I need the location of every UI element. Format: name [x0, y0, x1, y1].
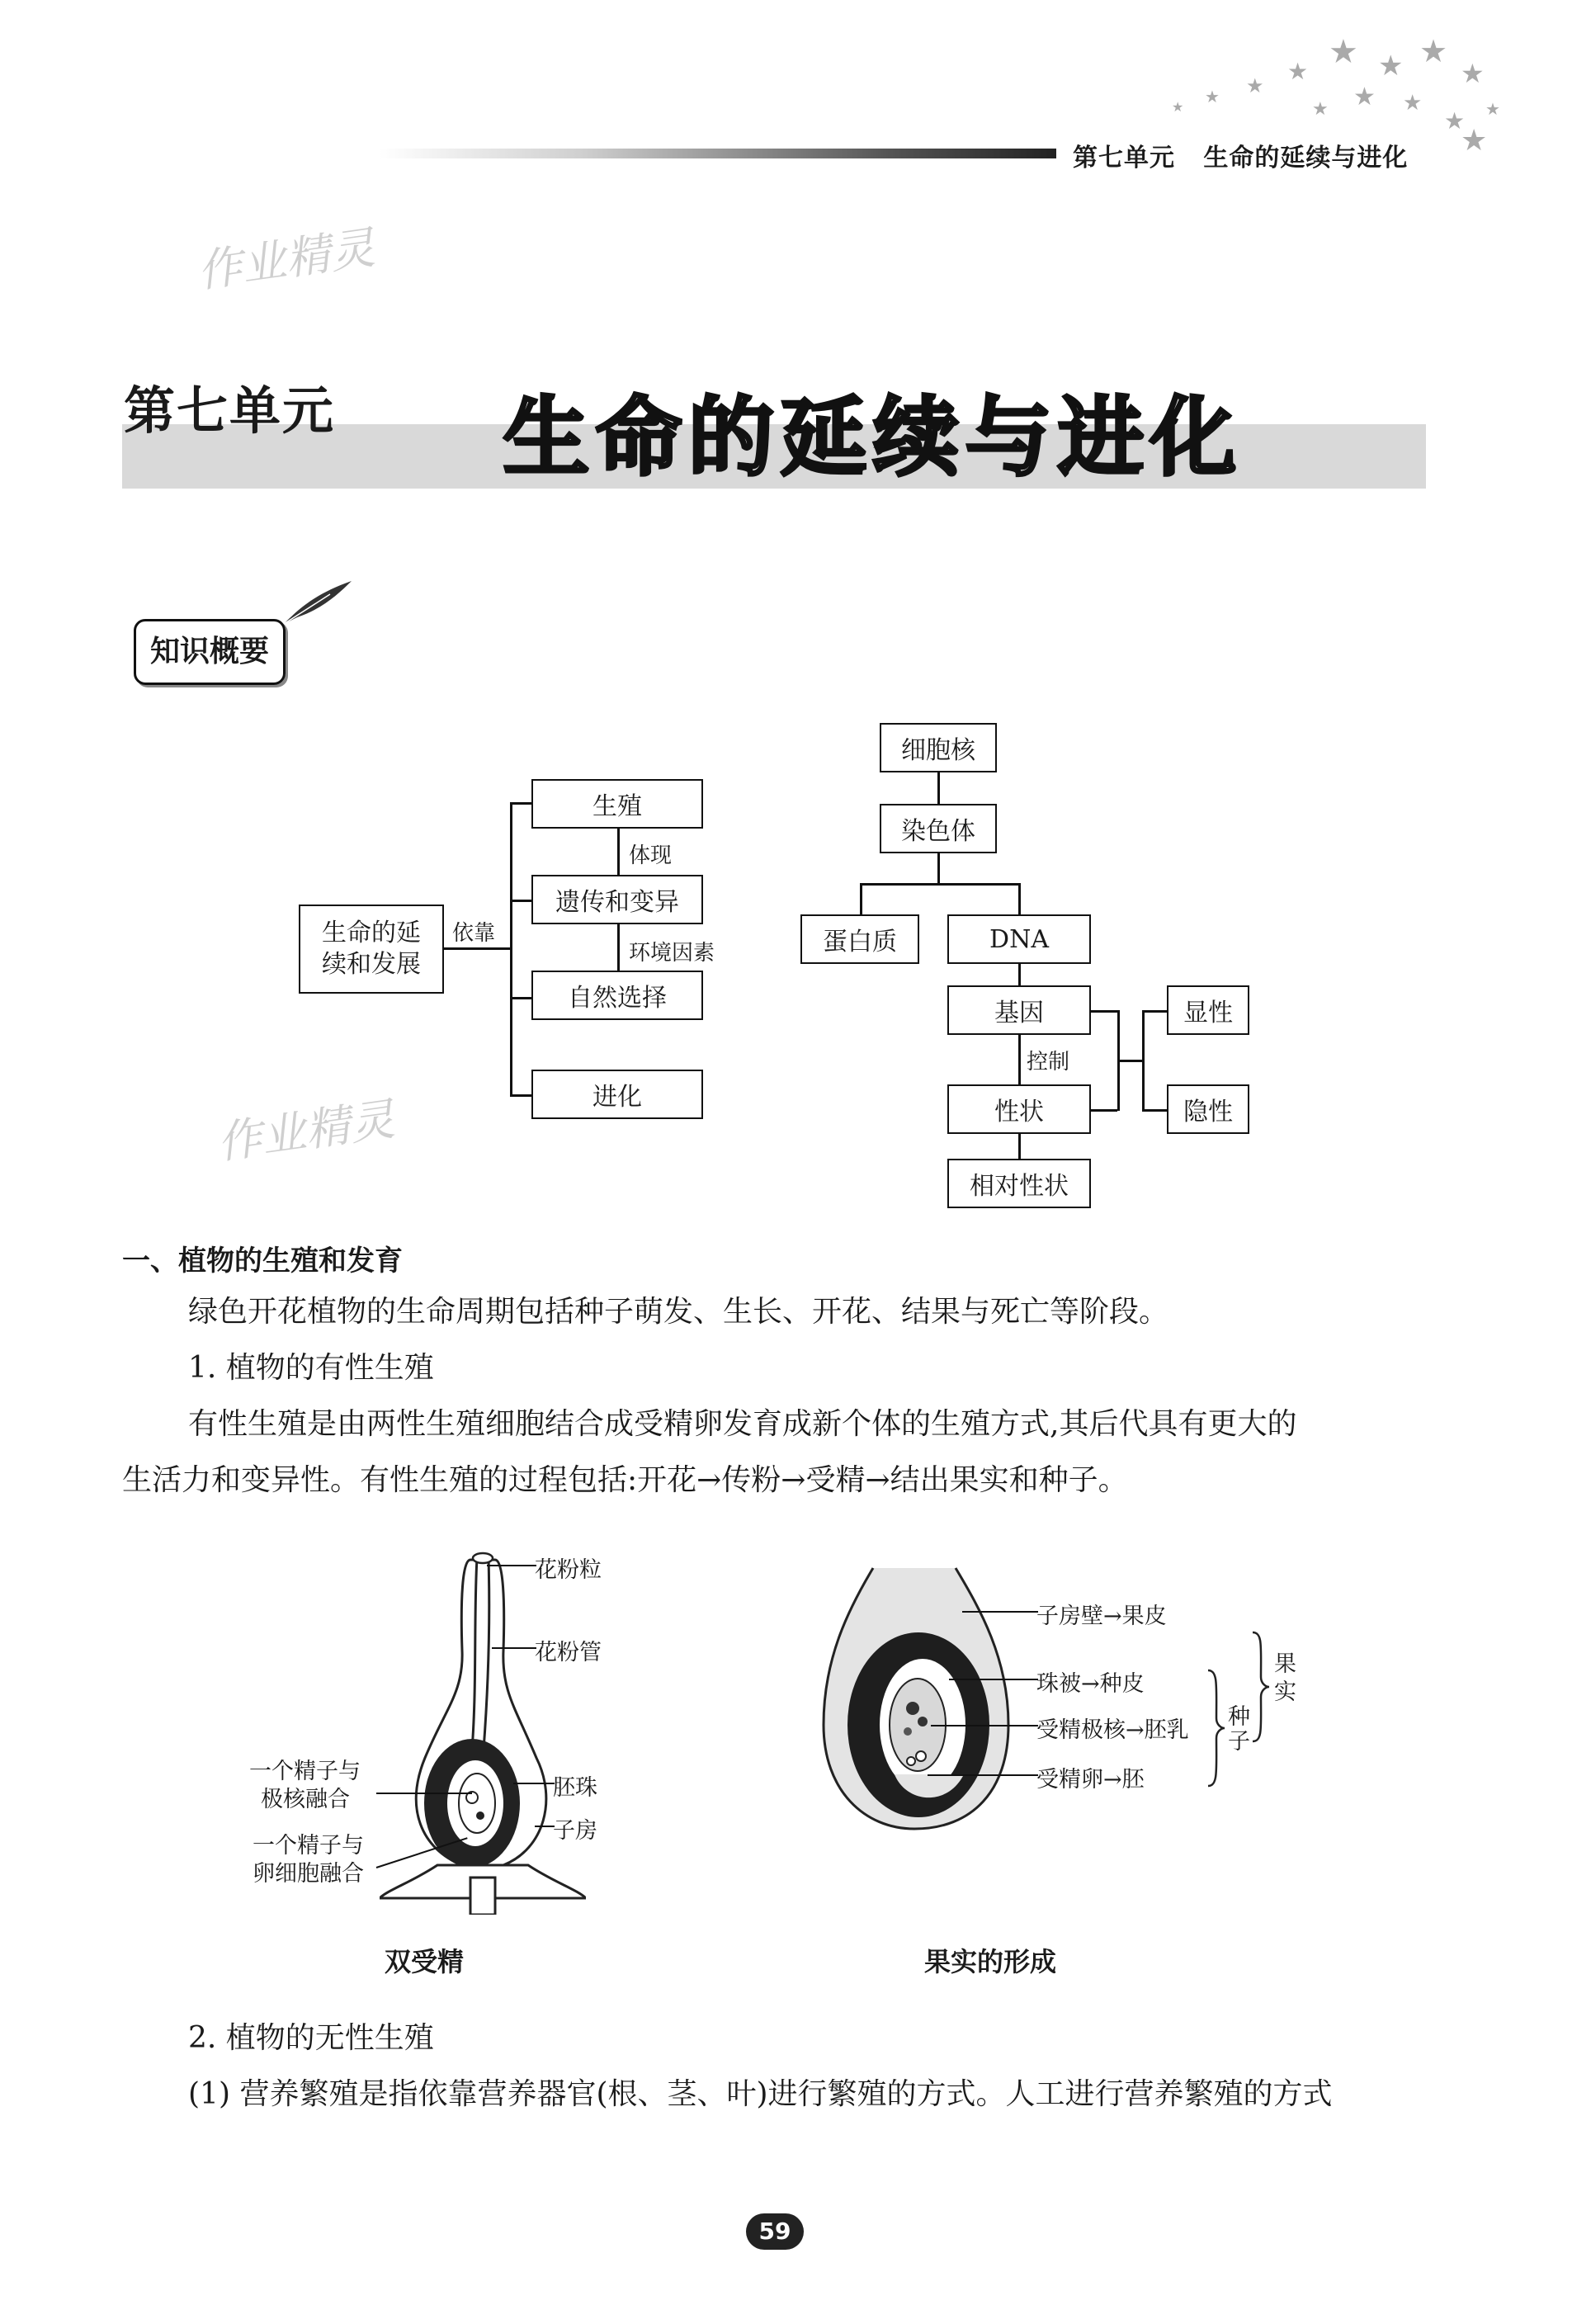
watermark: 作业精灵	[214, 1093, 398, 1169]
header-unit: 第七单元	[1073, 144, 1175, 172]
seed-brace-icon	[1206, 1669, 1226, 1788]
node-dna: DNA	[947, 914, 1091, 964]
connector	[1142, 1010, 1167, 1013]
subheading-sexual-reproduction: 1. 植物的有性生殖	[188, 1351, 434, 1385]
paragraph-sexual-line1: 有性生殖是由两性生殖细胞结合成受精卵发育成新个体的生殖方式,其后代具有更大的	[188, 1407, 1297, 1441]
label-sperm-polar-line2: 极核融合	[261, 1787, 350, 1812]
connector	[617, 924, 620, 971]
leader-line	[487, 1565, 536, 1566]
leader-line	[949, 1679, 1038, 1680]
connector	[1091, 1010, 1117, 1013]
label-seed: 种子	[1228, 1704, 1250, 1755]
root-node	[299, 905, 444, 994]
unit-label: 第七单元	[124, 380, 336, 441]
paragraph-vegetative-propagation: (1) 营养繁殖是指依靠营养器官(根、茎、叶)进行繁殖的方式。人工进行营养繁殖的方式	[188, 2077, 1333, 2111]
node-gene: 基因	[947, 985, 1091, 1035]
label-fertilized-egg: 受精卵→胚	[1036, 1767, 1145, 1793]
label-ovary-wall: 子房壁→果皮	[1036, 1604, 1167, 1629]
link-label-environment: 环境因素	[629, 941, 715, 966]
caption-double-fertilization: 双受精	[385, 1946, 465, 1977]
label-integument: 珠被→种皮	[1036, 1671, 1145, 1697]
node-chromosome: 染色体	[880, 804, 997, 853]
knowledge-summary-badge: 知识概要	[134, 619, 286, 685]
connector	[510, 1094, 531, 1097]
root-node-line2: 续和发展	[322, 950, 421, 979]
node-relative-trait: 相对性状	[947, 1159, 1091, 1208]
header-text	[1073, 137, 1408, 173]
leader-line	[962, 1611, 1038, 1613]
fruit-formation-diagram	[815, 1560, 1013, 1832]
label-ovary: 子房	[553, 1818, 597, 1844]
double-fertilization-diagram	[380, 1552, 586, 1915]
connector	[510, 802, 531, 805]
node-nucleus: 细胞核	[880, 723, 997, 772]
connector	[1018, 964, 1021, 985]
connector	[510, 900, 531, 902]
connector	[510, 997, 531, 999]
connector	[1142, 1109, 1167, 1112]
decorative-stars-icon: ★ ★ ★ ★ ★ ★ ★ ★ ★ ★ ★ ★ ★ ★	[1172, 33, 1500, 158]
connector	[860, 883, 1020, 886]
leader-line	[376, 1793, 472, 1794]
section-heading-plant-reproduction: 一、植物的生殖和发育	[122, 1245, 403, 1278]
leader-line	[513, 1783, 555, 1784]
node-protein: 蛋白质	[800, 914, 919, 964]
feather-icon	[281, 578, 355, 627]
connector	[510, 802, 512, 1094]
fruit-brace-icon	[1251, 1631, 1271, 1743]
label-sperm-polar-line1: 一个精子与	[249, 1759, 361, 1784]
node-trait: 性状	[947, 1084, 1091, 1134]
relation-label: 依靠	[452, 921, 496, 946]
header-bar	[380, 149, 1056, 158]
link-label-control: 控制	[1027, 1050, 1070, 1075]
connector	[860, 883, 862, 914]
paragraph-sexual-line2: 生活力和变异性。有性生殖的过程包括:开花→传粉→受精→结出果实和种子。	[122, 1463, 1128, 1497]
label-ovule: 胚珠	[553, 1775, 597, 1801]
connector	[1091, 1109, 1117, 1112]
paragraph-intro: 绿色开花植物的生命周期包括种子萌发、生长、开花、结果与死亡等阶段。	[188, 1295, 1169, 1329]
connector	[1117, 1060, 1142, 1062]
unit-title: 生命的延续与进化	[503, 387, 1244, 488]
header-title: 生命的延续与进化	[1203, 144, 1409, 172]
node-dominant: 显性	[1167, 985, 1249, 1035]
node-heredity-variation: 遗传和变异	[531, 875, 703, 924]
label-pollen-grain: 花粉粒	[535, 1557, 602, 1583]
label-sperm-egg-line1: 一个精子与	[253, 1833, 364, 1859]
connector	[1018, 1134, 1021, 1159]
connector	[1142, 1010, 1145, 1111]
label-polar-nuclei: 受精极核→胚乳	[1036, 1717, 1189, 1743]
leader-line	[492, 1647, 536, 1649]
node-recessive: 隐性	[1167, 1084, 1249, 1134]
root-node-line1: 生命的延	[322, 919, 421, 947]
node-reproduction: 生殖	[531, 779, 703, 829]
connector	[1018, 1035, 1021, 1084]
node-evolution: 进化	[531, 1070, 703, 1119]
connector	[937, 772, 940, 804]
page-number: 59	[746, 2213, 804, 2250]
connector	[444, 947, 510, 950]
connector	[617, 829, 620, 875]
subheading-asexual-reproduction: 2. 植物的无性生殖	[188, 2021, 434, 2055]
connector	[937, 853, 940, 883]
connector	[1018, 883, 1021, 914]
caption-fruit-formation: 果实的形成	[924, 1946, 1057, 1977]
leader-line	[928, 1774, 1038, 1776]
node-natural-selection: 自然选择	[531, 971, 703, 1020]
label-sperm-egg-line2: 卵细胞融合	[253, 1861, 364, 1887]
link-label-embody: 体现	[629, 843, 673, 868]
watermark: 作业精灵	[194, 221, 378, 298]
leader-line	[931, 1725, 1038, 1726]
label-fruit: 果实	[1274, 1651, 1296, 1705]
leader-line	[535, 1826, 555, 1827]
label-pollen-tube: 花粉管	[535, 1640, 602, 1665]
